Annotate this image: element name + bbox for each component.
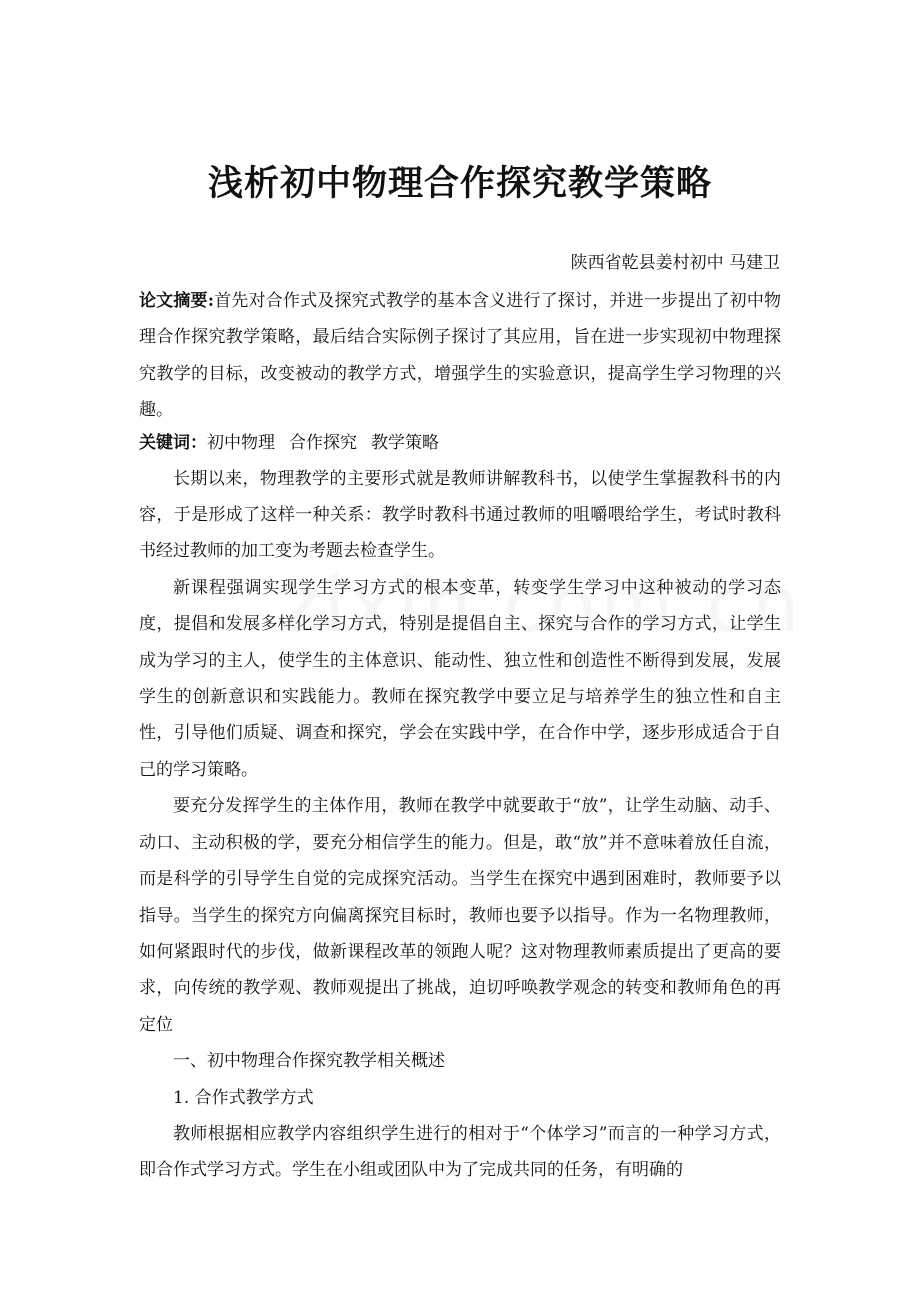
keyword-item: 初中物理 [207,432,275,453]
keywords-line [139,429,781,461]
abstract-paragraph [139,283,781,429]
document-title: 浅析初中物理合作探究教学策略 [207,164,712,204]
keywords-label: 关键词： [139,432,207,453]
body-paragraph-2: 新课程强调实现学生学习方式的根本变革，转变学生学习中这种被动的学习态度，提倡和发展多样化学习方式，特别是提倡自主、探究与合作的学习方式，让学生成为学习的主人，使学生的主体意识、能动性、独立性和创造性不断得到发展，发展学生的创新意识和实践能力。教师在探究教学中要立足与培养学生的独立性和自主性，引导他们质疑、调查和探究，学会在实践中学，在合作中学，逐步形成适合于自己的学习策略。 [139,577,781,780]
body-paragraph-4: 教师根据相应教学内容组织学生进行的相对于“个体学习”而言的一种学习方式，即合作式学习方式。学生在小组或团队中为了完成共同的任务，有明确的 [139,1123,781,1181]
document-body [139,283,781,1189]
abstract-text: 首先对合作式及探究式教学的基本含义进行了探讨，并进一步提出了初中物理合作探究教学策略，最后结合实际例子探讨了其应用，旨在进一步实现初中物理探究教学的目标，改变被动的教学方式，增强学生的实验意识，提高学生学习物理的兴趣。 [139,291,782,421]
subsection-heading: 1. 合作式教学方式 [173,1087,314,1108]
abstract-label: 论文摘要: [139,291,215,311]
author-line: 陕西省乾县姜村初中 马建卫 [570,253,780,273]
keyword-item: 教学策略 [371,432,439,453]
body-paragraph-1: 长期以来，物理教学的主要形式就是教师讲解教科书，以使学生掌握教科书的内容，于是形成了这样一种关系：教学时教科书通过教师的咀嚼喂给学生，考试时教科书经过教师的加工变为考题去检查学生。 [139,468,781,562]
keyword-item: 合作探究 [289,432,357,453]
body-paragraph-3: 要充分发挥学生的主体作用，教师在教学中就要敢于“放”，让学生动脑、动手、动口、主动积极的学，要充分相信学生的能力。但是，敢“放”并不意味着放任自流，而是科学的引导学生自觉的完成探究活动。当学生在探究中遇到困难时，教师要予以指导。当学生的探究方向偏离探究目标时，教师也要予以指导。作为一名物理教师，如何紧跟时代的步伐，做新课程改革的领跑人呢？这对物理教师素质提出了更高的要求，向传统的教学观、教师观提出了挑战，迫切呼唤教学观念的转变和教师角色的再定位 [139,796,781,1035]
section-heading: 一、初中物理合作探究教学相关概述 [173,1051,445,1072]
